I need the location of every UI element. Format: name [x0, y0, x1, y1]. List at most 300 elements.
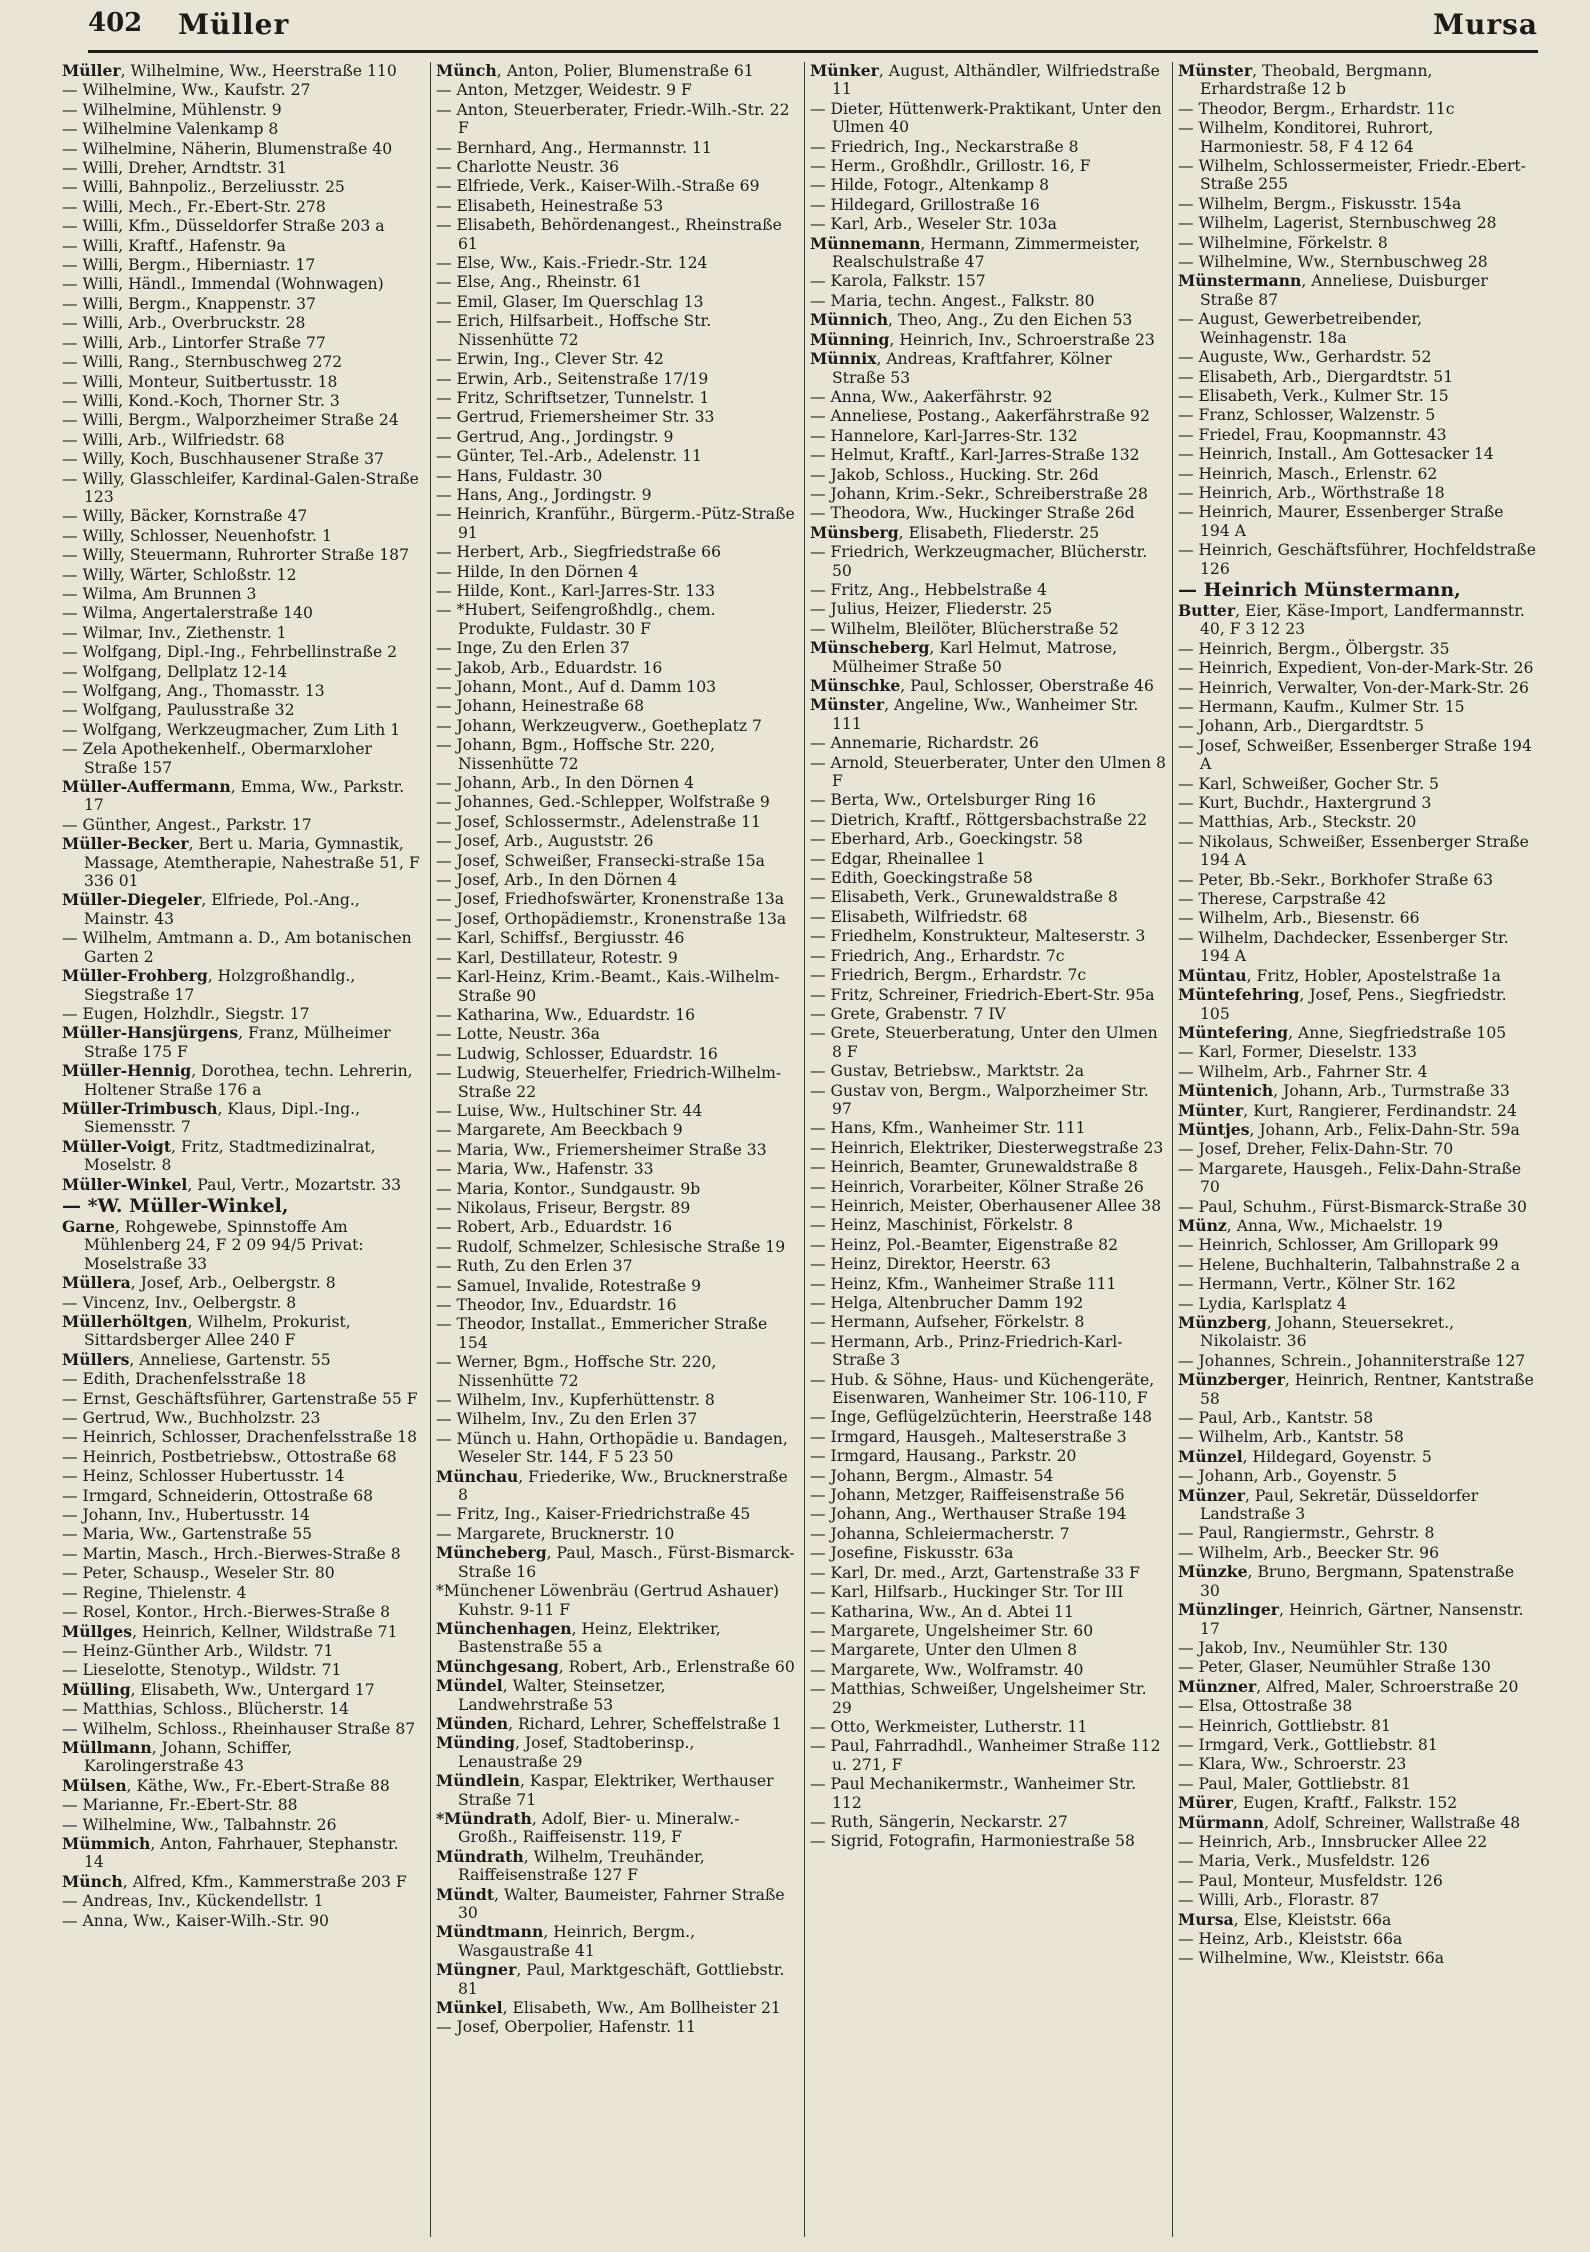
- directory-entry: — Willy, Schlosser, Neuenhofstr. 1: [62, 526, 332, 545]
- directory-entry: — Heinz, Schlosser Hubertusstr. 14: [62, 1467, 345, 1486]
- entry-details: , Anneliese, Gartenstr. 55: [129, 1350, 331, 1369]
- directory-entry: — Anna, Ww., Kaiser-Wilh.-Str. 90: [62, 1911, 329, 1930]
- directory-entry: — Paul, Monteur, Musfeldstr. 126: [1178, 1871, 1443, 1890]
- directory-entry: — Friedhelm, Konstrukteur, Malteserstr. 3: [810, 927, 1146, 946]
- directory-entry: — Ludwig, Steuerhelfer, Friedrich-Wilhelm-Straße 22: [436, 1064, 782, 1101]
- directory-entry: — Münch u. Hahn, Orthopädie u. Bandagen, Weseler Str. 144, F 5 23 50: [436, 1429, 788, 1467]
- directory-entry: — Fritz, Ing., Kaiser-Friedrichstraße 45: [436, 1505, 751, 1524]
- entry-surname: *Mündrath: [436, 1808, 532, 1828]
- directory-entry: — Wilmar, Inv., Ziethenstr. 1: [62, 623, 287, 642]
- entry-surname: Münden: [436, 1713, 509, 1733]
- entry-details: , Kaspar, Elektriker, Werthauser Straße 71: [458, 1772, 774, 1809]
- directory-entry: — Heinrich, Beamter, Grunewaldstraße 8: [810, 1158, 1138, 1177]
- directory-entry: — Paul, Maler, Gottliebstr. 81: [1178, 1774, 1412, 1793]
- directory-entry: — Wilhelm, Inv., Kupferhüttenstr. 8: [436, 1391, 715, 1410]
- directory-entry: — Wilhelm, Schlossermeister, Friedr.-Ebert-Straße 255: [1178, 157, 1526, 194]
- directory-entry: [1178, 1678, 1538, 1696]
- directory-entry: — Wilhelmine, Ww., Kaufstr. 27: [62, 81, 311, 100]
- directory-entry: — *Hubert, Seifengroßhdlg., chem. Produkte, Fuldastr. 30 F: [436, 601, 716, 638]
- directory-entry: — Matthias, Schweißer, Ungelsheimer Str. 29: [810, 1680, 1147, 1717]
- directory-entry: — Ludwig, Schlosser, Eduardstr. 16: [436, 1044, 718, 1063]
- entry-details: , Walter, Baumeister, Fahrner Straße 30: [458, 1885, 785, 1922]
- entry-details: , Elisabeth, Fliederstr. 25: [898, 523, 1100, 542]
- directory-entry: — Heinrich, Install., Am Gottesacker 14: [1178, 445, 1494, 464]
- entry-details: , Bert u. Maria, Gymnastik, Massage, Atemtherapie, Nahestraße 51, F 336 01: [84, 835, 420, 891]
- entry-details: , Hildegard, Goyenstr. 5: [1242, 1447, 1432, 1466]
- directory-entry: — Irmgard, Hausang., Parkstr. 20: [810, 1447, 1077, 1466]
- directory-entry: — Johann, Arb., In den Dörnen 4: [436, 774, 695, 793]
- directory-entry: — Nikolaus, Friseur, Bergstr. 89: [436, 1198, 691, 1217]
- entry-details: , Heinrich, Gärtner, Nansenstr. 17: [1200, 1601, 1524, 1638]
- directory-entry: — Karl, Destillateur, Rotestr. 9: [436, 948, 678, 967]
- directory-entry: — Lotte, Neustr. 36a: [436, 1025, 600, 1044]
- entry-surname: Münchau: [436, 1466, 519, 1486]
- entry-surname: Münning: [810, 329, 890, 349]
- directory-entry: — Willy, Glasschleifer, Kardinal-Galen-Straße 123: [62, 469, 419, 506]
- directory-entry: — Johann, Heinestraße 68: [436, 697, 645, 716]
- directory-entry: [1178, 1487, 1538, 1524]
- directory-entry: — Peter, Schausp., Weseler Str. 80: [62, 1564, 335, 1583]
- directory-entry: — Elisabeth, Wilfriedstr. 68: [810, 907, 1028, 926]
- entry-details: , Angeline, Ww., Wanheimer Str. 111: [832, 696, 1139, 733]
- directory-entry: — Martin, Masch., Hrch.-Bierwes-Straße 8: [62, 1544, 401, 1563]
- entry-surname: Münchgesang: [436, 1656, 559, 1676]
- directory-entry: — Johann, Krim.-Sekr., Schreiberstraße 28: [810, 484, 1148, 503]
- entry-details: , Anneliese, Duisburger Straße 87: [1200, 272, 1488, 309]
- directory-entry: — Maria, Verk., Musfeldstr. 126: [1178, 1852, 1430, 1871]
- entry-details: , Johann, Arb., Turmstraße 33: [1273, 1082, 1510, 1101]
- directory-entry: [436, 1886, 796, 1923]
- directory-entry: — Gertrud, Friemersheimer Str. 33: [436, 408, 715, 427]
- directory-entry: [436, 1923, 796, 1960]
- directory-entry: — Werner, Bgm., Hoffsche Str. 220, Nissenhütte 72: [436, 1353, 717, 1390]
- directory-entry: [1178, 1601, 1538, 1638]
- entry-surname: Münster: [1178, 62, 1253, 80]
- entry-surname: Müntenich: [1178, 1081, 1274, 1101]
- directory-entry: [1178, 1794, 1538, 1812]
- directory-entry: — Charlotte Neustr. 36: [436, 158, 620, 177]
- entry-details: , Johann, Arb., Felix-Dahn-Str. 59a: [1249, 1120, 1520, 1139]
- column-4: [1178, 62, 1538, 2242]
- entry-surname: Münzberger: [1178, 1370, 1285, 1390]
- entry-surname: Müller-Winkel: [62, 1174, 188, 1194]
- directory-entry: [62, 1313, 422, 1350]
- directory-entry: — Willi, Monteur, Suitbertusstr. 18: [62, 372, 338, 391]
- directory-entry: — Irmgard, Verk., Gottliebstr. 81: [1178, 1735, 1438, 1754]
- directory-entry: — Fritz, Schreiner, Friedrich-Ebert-Str. 95a: [810, 985, 1155, 1004]
- directory-entry: — Wolfgang, Dellplatz 12-14: [62, 662, 288, 681]
- entry-details: , Paul, Masch., Fürst-Bismarck-Straße 16: [458, 1544, 795, 1581]
- directory-entry: — Wilhelm, Inv., Zu den Erlen 37: [436, 1410, 698, 1429]
- directory-entry: [1178, 1314, 1538, 1351]
- directory-entry: [810, 331, 1170, 349]
- directory-entry: — Paul, Schuhm., Fürst-Bismarck-Straße 30: [1178, 1197, 1527, 1216]
- directory-entry: — Johanna, Schleiermacherstr. 7: [810, 1524, 1070, 1543]
- directory-entry: — Margarete, Hausgeh., Felix-Dahn-Straße 70: [1178, 1159, 1522, 1197]
- directory-entry: — Berta, Ww., Ortelsburger Ring 16: [810, 791, 1096, 810]
- entry-surname: Mündlein: [436, 1771, 520, 1791]
- directory-entry: — Jakob, Arb., Eduardstr. 16: [436, 658, 663, 677]
- directory-entry: — Ernst, Geschäftsführer, Gartenstraße 55 F: [62, 1389, 418, 1408]
- directory-entry: — Robert, Arb., Eduardstr. 16: [436, 1218, 672, 1237]
- directory-entry: — Margarete, Unter den Ulmen 8: [810, 1641, 1078, 1660]
- directory-entry: — Else, Ww., Kais.-Friedr.-Str. 124: [436, 254, 708, 273]
- entry-details: , Klaus, Dipl.-Ing., Siemensstr. 7: [84, 1099, 361, 1137]
- directory-entry: — Karl, Schiffsf., Bergiusstr. 46: [436, 929, 685, 948]
- directory-entry: [62, 1351, 422, 1369]
- directory-entry: — Karl, Hilfsarb., Huckinger Str. Tor III: [810, 1583, 1124, 1602]
- directory-entry: — Margarete, Ungelsheimer Str. 60: [810, 1621, 1094, 1640]
- directory-entry: [1178, 1082, 1538, 1100]
- directory-entry: — Irmgard, Schneiderin, Ottostraße 68: [62, 1486, 374, 1505]
- directory-entry: — Heinrich, Expedient, Von-der-Mark-Str. 26: [1178, 659, 1534, 678]
- directory-entry: — Johann, Mont., Auf d. Damm 103: [436, 678, 717, 696]
- entry-surname: Münch: [62, 1871, 123, 1891]
- entry-surname: Müllera: [62, 1273, 131, 1293]
- directory-entry: — August, Gewerbetreibender, Weinhagenstr. 18a: [1178, 310, 1423, 347]
- directory-entry: — Josefine, Fiskusstr. 63a: [810, 1544, 1014, 1563]
- header-last-name: Mursa: [1432, 8, 1538, 41]
- directory-entry: — Friedrich, Ang., Erhardstr. 7c: [810, 946, 1065, 965]
- directory-entry: [62, 1138, 422, 1175]
- directory-entry: — Heinrich Münstermann,: [1178, 578, 1461, 601]
- directory-entry: — Willi, Mech., Fr.-Ebert-Str. 278: [62, 197, 326, 216]
- directory-entry: [810, 235, 1170, 272]
- directory-entry: — Margarete, Brucknerstr. 10: [436, 1524, 675, 1543]
- directory-entry: [436, 1810, 796, 1847]
- directory-entry: — Katharina, Ww., An d. Abtei 11: [810, 1602, 1074, 1621]
- directory-entry: — Paul, Arb., Kantstr. 58: [1178, 1409, 1374, 1428]
- directory-entry: — Friedrich, Bergm., Erhardstr. 7c: [810, 966, 1087, 985]
- directory-entry: — Josef, Dreher, Felix-Dahn-Str. 70: [1178, 1140, 1454, 1159]
- entry-details: , Theo, Ang., Zu den Eichen 53: [888, 311, 1133, 330]
- directory-entry: [1178, 1814, 1538, 1832]
- directory-entry: [436, 62, 796, 80]
- entry-details: , Josef, Pens., Siegfriedstr. 105: [1200, 986, 1507, 1023]
- directory-entry: — Wolfgang, Ang., Thomasstr. 13: [62, 682, 325, 700]
- entry-details: , Adolf, Schreiner, Wallstraße 48: [1264, 1813, 1521, 1832]
- directory-entry: — Elfriede, Verk., Kaiser-Wilh.-Straße 69: [436, 177, 760, 196]
- directory-entry: — Heinrich, Schlosser, Drachenfelsstraße 18: [62, 1428, 418, 1447]
- directory-entry: — Willi, Kfm., Düsseldorfer Straße 203 a: [62, 217, 385, 236]
- directory-entry: — Dietrich, Kraftf., Röttgersbachstraße 22: [810, 810, 1148, 829]
- directory-entry: — Johann, Bgm., Hoffsche Str. 220, Nissenhütte 72: [436, 736, 715, 773]
- entry-surname: Müller: [62, 62, 121, 80]
- directory-entry: — Franz, Schlosser, Walzenstr. 5: [1178, 406, 1436, 425]
- entry-surname: Münzer: [1178, 1485, 1245, 1505]
- directory-entry: — Jakob, Inv., Neumühler Str. 130: [1178, 1638, 1448, 1657]
- entry-details: , Heinrich, Kellner, Wildstraße 71: [132, 1622, 398, 1641]
- entry-details: , Anna, Ww., Michaelstr. 19: [1226, 1216, 1443, 1235]
- directory-entry: — Willi, Kond.-Koch, Thorner Str. 3: [62, 391, 340, 410]
- directory-entry: — Josef, Friedhofswärter, Kronenstraße 13a: [436, 890, 785, 909]
- directory-entry: — Hermann, Aufseher, Förkelstr. 8: [810, 1313, 1085, 1332]
- directory-entry: — Günter, Tel.-Arb., Adelenstr. 11: [436, 447, 702, 466]
- directory-entry: — Therese, Carpstraße 42: [1178, 890, 1387, 909]
- entry-details: , Franz, Mülheimer Straße 175 F: [84, 1024, 391, 1061]
- directory-entry: [62, 835, 422, 890]
- directory-entry: — Willy, Koch, Buschhausener Straße 37: [62, 450, 384, 469]
- directory-entry: — Elsa, Ottostraße 38: [1178, 1697, 1353, 1716]
- entry-details: , Anne, Siegfriedstraße 105: [1288, 1023, 1507, 1042]
- directory-entry: — Erich, Hilfsarbeit., Hoffsche Str. Nissenhütte 72: [436, 312, 712, 349]
- directory-entry: — Erwin, Ing., Clever Str. 42: [436, 350, 664, 369]
- entry-surname: Müllges: [62, 1621, 133, 1641]
- entry-surname: Müntefering: [1178, 1022, 1289, 1042]
- directory-entry: — Johann, Arb., Diergardtstr. 5: [1178, 717, 1425, 736]
- directory-entry: — Andreas, Inv., Kückendellstr. 1: [62, 1892, 324, 1911]
- directory-entry: — Margarete, Ww., Wolframstr. 40: [810, 1660, 1084, 1679]
- entry-details: , Käthe, Ww., Fr.-Ebert-Straße 88: [126, 1776, 390, 1795]
- directory-entry: [1178, 1563, 1538, 1600]
- directory-entry: — Wilhelm, Arb., Beecker Str. 96: [1178, 1543, 1439, 1562]
- directory-entry: [810, 524, 1170, 542]
- directory-entry: — Herm., Großhdlr., Grillostr. 16, F: [810, 157, 1091, 176]
- directory-entry: — Wilhelm, Schloss., Rheinhauser Straße 87: [62, 1719, 416, 1738]
- directory-entry: — Johannes, Schrein., Johanniterstraße 127: [1178, 1351, 1526, 1370]
- entry-surname: Müntefehring: [1178, 985, 1300, 1005]
- directory-entry: — Hub. & Söhne, Haus- und Küchengeräte, Eisenwaren, Wanheimer Str. 106-110, F: [810, 1370, 1155, 1408]
- directory-entry: — Willy, Wärter, Schloßstr. 12: [62, 565, 297, 584]
- directory-entry: — Johann, Ang., Werthauser Straße 194: [810, 1505, 1127, 1524]
- directory-entry: — Paul Mechanikermstr., Wanheimer Str. 112: [810, 1775, 1137, 1812]
- directory-entry: — Hilde, Kont., Karl-Jarres-Str. 133: [436, 581, 716, 600]
- entry-details: , Heinrich, Rentner, Kantstraße 58: [1200, 1371, 1534, 1408]
- entry-surname: Müllmann: [62, 1737, 152, 1757]
- directory-entry: — Wolfgang, Dipl.-Ing., Fehrbellinstraße 2: [62, 643, 398, 662]
- directory-entry: — Wilma, Angertalerstraße 140: [62, 604, 313, 623]
- entry-details: , Kurt, Rangierer, Ferdinandstr. 24: [1243, 1101, 1517, 1120]
- directory-entry: [62, 1623, 422, 1641]
- directory-entry: — Heinrich, Gottliebstr. 81: [1178, 1716, 1391, 1735]
- directory-entry: — Lieselotte, Stenotyp., Wildstr. 71: [62, 1661, 342, 1680]
- directory-entry: — Nikolaus, Schweißer, Essenberger Straße 194 A: [1178, 832, 1529, 870]
- directory-entry: [810, 639, 1170, 676]
- directory-entry: — Peter, Bb.-Sekr., Borkhofer Straße 63: [1178, 870, 1494, 889]
- entry-surname: Münnix: [810, 349, 877, 369]
- entry-surname: Garne: [62, 1216, 115, 1236]
- entry-details: , Anton, Polier, Blumenstraße 61: [496, 62, 754, 80]
- entry-surname: Münding: [436, 1733, 516, 1753]
- directory-entry: — Johann, Werkzeugverw., Goetheplatz 7: [436, 716, 762, 735]
- directory-entry: — Gertrud, Ww., Buchholzstr. 23: [62, 1409, 321, 1428]
- directory-entry: [1178, 1121, 1538, 1139]
- directory-entry: — Anton, Steuerberater, Friedr.-Wilh.-Str. 22 F: [436, 100, 790, 138]
- directory-entry: [1178, 1371, 1538, 1408]
- directory-entry: — Wilhelm, Arb., Biesenstr. 66: [1178, 909, 1420, 928]
- entry-details: , Heinz, Elektriker, Bastenstraße 55 a: [458, 1619, 721, 1657]
- entry-surname: Münker: [810, 62, 879, 80]
- directory-entry: — Friedrich, Ing., Neckarstraße 8: [810, 137, 1079, 156]
- directory-entry: — Friedel, Frau, Koopmannstr. 43: [1178, 425, 1447, 444]
- directory-entry: — Willi, Arb., Overbruckstr. 28: [62, 314, 306, 333]
- directory-entry: — Elisabeth, Verk., Grunewaldstraße 8: [810, 888, 1118, 907]
- directory-entry: — Willy, Steuermann, Ruhrorter Straße 187: [62, 546, 409, 565]
- entry-details: , Adolf, Bier- u. Mineralw.-Großh., Raiffeisenstr. 119, F: [458, 1809, 740, 1847]
- directory-entry: — Wilma, Am Brunnen 3: [62, 584, 257, 603]
- directory-entry: — Johann, Inv., Hubertusstr. 14: [62, 1506, 310, 1525]
- entry-details: , Heinrich, Inv., Schroerstraße 23: [889, 330, 1155, 349]
- directory-entry: [62, 1739, 422, 1776]
- entry-surname: Mündrath: [436, 1846, 524, 1866]
- entry-details: , Josef, Stadtoberinsp., Lenaustraße 29: [458, 1734, 695, 1771]
- entry-details: , Emma, Ww., Parkstr. 17: [84, 778, 405, 815]
- entry-surname: Münzberg: [1178, 1313, 1267, 1332]
- entry-surname: Münzner: [1178, 1676, 1257, 1696]
- column-2: [436, 62, 796, 2242]
- directory-entry: — Günther, Angest., Parkstr. 17: [62, 815, 312, 834]
- directory-entry: [62, 891, 422, 928]
- directory-entry: — Heinz, Kfm., Wanheimer Straße 111: [810, 1274, 1117, 1293]
- directory-entry: — Matthias, Schloss., Blücherstr. 14: [62, 1700, 350, 1719]
- directory-entry: — Sigrid, Fotografin, Harmoniestraße 58: [810, 1832, 1135, 1851]
- directory-entry: — Edgar, Rheinallee 1: [810, 849, 986, 868]
- entry-details: , Wilhelmine, Ww., Heerstraße 110: [120, 62, 397, 80]
- entry-surname: Mürer: [1178, 1793, 1233, 1813]
- directory-entry: [1178, 272, 1538, 309]
- directory-entry: [436, 1677, 796, 1714]
- directory-entry: — Bernhard, Ang., Hermannstr. 11: [436, 138, 712, 157]
- directory-entry: — Herbert, Arb., Siegfriedstraße 66: [436, 543, 722, 562]
- directory-entry: — Heinrich, Masch., Erlenstr. 62: [1178, 464, 1438, 483]
- directory-entry: — Kurt, Buchdr., Haxtergrund 3: [1178, 794, 1432, 813]
- directory-entry: — Karl, Schweißer, Gocher Str. 5: [1178, 774, 1439, 793]
- directory-entry: — Elisabeth, Heinestraße 53: [436, 196, 664, 215]
- directory-entry: — Fritz, Ang., Hebbelstraße 4: [810, 580, 1047, 599]
- directory-entry: — Heinrich, Bergm., Ölbergstr. 35: [1178, 639, 1450, 658]
- directory-entry: — Matthias, Arb., Steckstr. 20: [1178, 813, 1417, 832]
- directory-entry: — Maria, Ww., Gartenstraße 55: [62, 1525, 313, 1544]
- directory-entry: [62, 1777, 422, 1795]
- entry-surname: Müller-Trimbusch: [62, 1098, 218, 1118]
- directory-entry: — Edith, Drachenfelsstraße 18: [62, 1370, 306, 1389]
- directory-entry: [62, 1024, 422, 1061]
- entry-surname: Müller-Auffermann: [62, 777, 231, 797]
- directory-entry: — Heinrich, Geschäftsführer, Hochfeldstraße 126: [1178, 541, 1536, 578]
- directory-entry: — Wilhelmine Valenkamp 8: [62, 120, 279, 139]
- entry-details: , Holzgroßhandlg., Siegstraße 17: [84, 967, 356, 1004]
- directory-entry: — Heinz, Maschinist, Förkelstr. 8: [810, 1216, 1074, 1235]
- directory-entry: [436, 1734, 796, 1771]
- directory-entry: — Willi, Bergm., Walporzheimer Straße 24: [62, 411, 399, 430]
- directory-entry: [62, 1681, 422, 1699]
- entry-surname: Münter: [1178, 1100, 1244, 1120]
- entry-surname: Münster: [810, 695, 885, 715]
- entry-surname: Müller-Becker: [62, 834, 189, 854]
- directory-entry: — Josef, Oberpolier, Hafenstr. 11: [436, 2018, 696, 2037]
- directory-entry: — Heinz, Arb., Kleiststr. 66a: [1178, 1930, 1403, 1948]
- directory-entry: — Katharina, Ww., Eduardstr. 16: [436, 1005, 696, 1024]
- directory-entry: — Wilhelmine, Förkelstr. 8: [1178, 233, 1388, 252]
- entry-details: , Eier, Käse-Import, Landfermannstr. 40, F 3 12 23: [1200, 601, 1525, 639]
- directory-entry: — Wilhelmine, Ww., Talbahnstr. 26: [62, 1815, 337, 1834]
- directory-entry: — Heinrich, Kranführ., Bürgerm.-Pütz-Straße 91: [436, 505, 795, 542]
- entry-surname: Müller-Hennig: [62, 1061, 192, 1081]
- directory-entry: [810, 350, 1170, 387]
- directory-entry: — Wolfgang, Werkzeugmacher, Zum Lith 1: [62, 720, 401, 739]
- directory-entry: — Grete, Steuerberatung, Unter den Ulmen 8 F: [810, 1024, 1158, 1061]
- entry-details: , Josef, Arb., Oelbergstr. 8: [130, 1274, 336, 1293]
- directory-entry: — Klara, Ww., Schroerstr. 23: [1178, 1755, 1407, 1774]
- directory-entry: *Münchener Löwenbräu (Gertrud Ashauer) Kuhstr. 9-11 F: [436, 1582, 779, 1619]
- directory-entry: — Karl, Arb., Weseler Str. 103a: [810, 215, 1057, 234]
- header-first-name: Müller: [178, 8, 290, 41]
- directory-entry: — Maria, Kontor., Sundgaustr. 9b: [436, 1179, 701, 1198]
- directory-entry: [436, 1848, 796, 1885]
- directory-entry: — Hans, Kfm., Wanheimer Str. 111: [810, 1119, 1086, 1138]
- directory-entry: — Elisabeth, Verk., Kulmer Str. 15: [1178, 386, 1449, 405]
- directory-entry: — Helga, Altenbrucher Damm 192: [810, 1294, 1084, 1312]
- directory-entry: [1178, 967, 1538, 985]
- entry-details: , Anton, Fahrhauer, Stephanstr. 14: [84, 1834, 399, 1872]
- directory-entry: — Fritz, Schriftsetzer, Tunnelstr. 1: [436, 388, 710, 407]
- directory-entry: [810, 311, 1170, 329]
- entry-surname: Müncheberg: [436, 1543, 547, 1563]
- entry-surname: Müller-Hansjürgens: [62, 1023, 239, 1043]
- columns-container: [62, 62, 1540, 2242]
- directory-entry: — Johannes, Ged.-Schlepper, Wolfstraße 9: [436, 793, 770, 812]
- entry-surname: Münzel: [1178, 1446, 1243, 1466]
- entry-surname: Müllerhöltgen: [62, 1312, 188, 1331]
- directory-entry: — Ruth, Zu den Erlen 37: [436, 1257, 633, 1276]
- directory-entry: — Willi, Bergm., Hiberniastr. 17: [62, 256, 316, 275]
- entry-surname: Mülling: [62, 1679, 131, 1699]
- directory-entry: — Theodor, Bergm., Erhardstr. 11c: [1178, 99, 1455, 118]
- directory-entry: — Willi, Arb., Wilfriedstr. 68: [62, 430, 285, 449]
- directory-entry: — Marianne, Fr.-Ebert-Str. 88: [62, 1796, 298, 1815]
- entry-details: , Robert, Arb., Erlenstraße 60: [558, 1657, 795, 1676]
- directory-entry: — Willi, Arb., Lintorfer Straße 77: [62, 333, 326, 352]
- entry-details: , Alfred, Kfm., Kammerstraße 203 F: [122, 1872, 407, 1891]
- directory-entry: — Margarete, Am Beeckbach 9: [436, 1121, 683, 1140]
- directory-entry: — Hermann, Arb., Prinz-Friedrich-Karl-Straße 3: [810, 1332, 1123, 1370]
- directory-entry: — Anna, Ww., Aakerfährstr. 92: [810, 387, 1053, 406]
- directory-entry: — Heinz-Günther Arb., Wildstr. 71: [62, 1641, 334, 1660]
- directory-entry: [1178, 1911, 1538, 1929]
- directory-entry: — Julius, Heizer, Fliederstr. 25: [810, 600, 1053, 619]
- entry-surname: Münsberg: [810, 522, 899, 542]
- directory-entry: [810, 62, 1170, 99]
- entry-details: , Paul, Sekretär, Düsseldorfer Landstraße 3: [1200, 1486, 1479, 1524]
- directory-entry: — Wilhelm, Bergm., Fiskusstr. 154a: [1178, 194, 1462, 213]
- header-rule: [88, 50, 1538, 53]
- directory-entry: [62, 62, 422, 80]
- entry-surname: Münch: [436, 62, 497, 80]
- entry-surname: Müngner: [436, 1960, 517, 1980]
- entry-details: , Paul, Marktgeschäft, Gottliebstr. 81: [458, 1961, 785, 1998]
- directory-entry: — Gustav von, Bergm., Walporzheimer Str. 97: [810, 1081, 1149, 1118]
- directory-entry: — Zela Apothekenhelf., Obermarxloher Straße 157: [62, 740, 372, 777]
- directory-entry: — Theodor, Installat., Emmericher Straße 154: [436, 1315, 768, 1352]
- column-divider: [1172, 62, 1173, 2237]
- directory-entry: — Wilhelmine, Mühlenstr. 9: [62, 100, 282, 119]
- directory-entry: [1178, 1448, 1538, 1466]
- directory-entry: — Heinrich, Meister, Oberhausener Allee 38: [810, 1196, 1162, 1215]
- entry-details: , Elisabeth, Ww., Untergard 17: [130, 1680, 375, 1699]
- directory-entry: — Eberhard, Arb., Goeckingstr. 58: [810, 830, 1083, 849]
- entry-details: , Eugen, Kraftf., Falkstr. 152: [1232, 1794, 1458, 1813]
- directory-entry: — Samuel, Invalide, Rotestraße 9: [436, 1276, 702, 1295]
- directory-entry: — Inge, Geflügelzüchterin, Heerstraße 148: [810, 1408, 1153, 1427]
- entry-details: , Johann, Schiffer, Karolingerstraße 43: [84, 1738, 293, 1776]
- directory-entry: — Maria, Ww., Hafenstr. 33: [436, 1160, 654, 1179]
- directory-entry: — Theodor, Inv., Eduardstr. 16: [436, 1296, 677, 1314]
- directory-entry: — Hermann, Vertr., Kölner Str. 162: [1178, 1275, 1456, 1294]
- directory-entry: — Heinrich, Postbetriebsw., Ottostraße 68: [62, 1447, 397, 1466]
- directory-entry: [1178, 1217, 1538, 1235]
- directory-entry: — Hannelore, Karl-Jarres-Str. 132: [810, 426, 1078, 445]
- directory-entry: — Wilhelmine, Ww., Kleiststr. 66a: [1178, 1949, 1445, 1968]
